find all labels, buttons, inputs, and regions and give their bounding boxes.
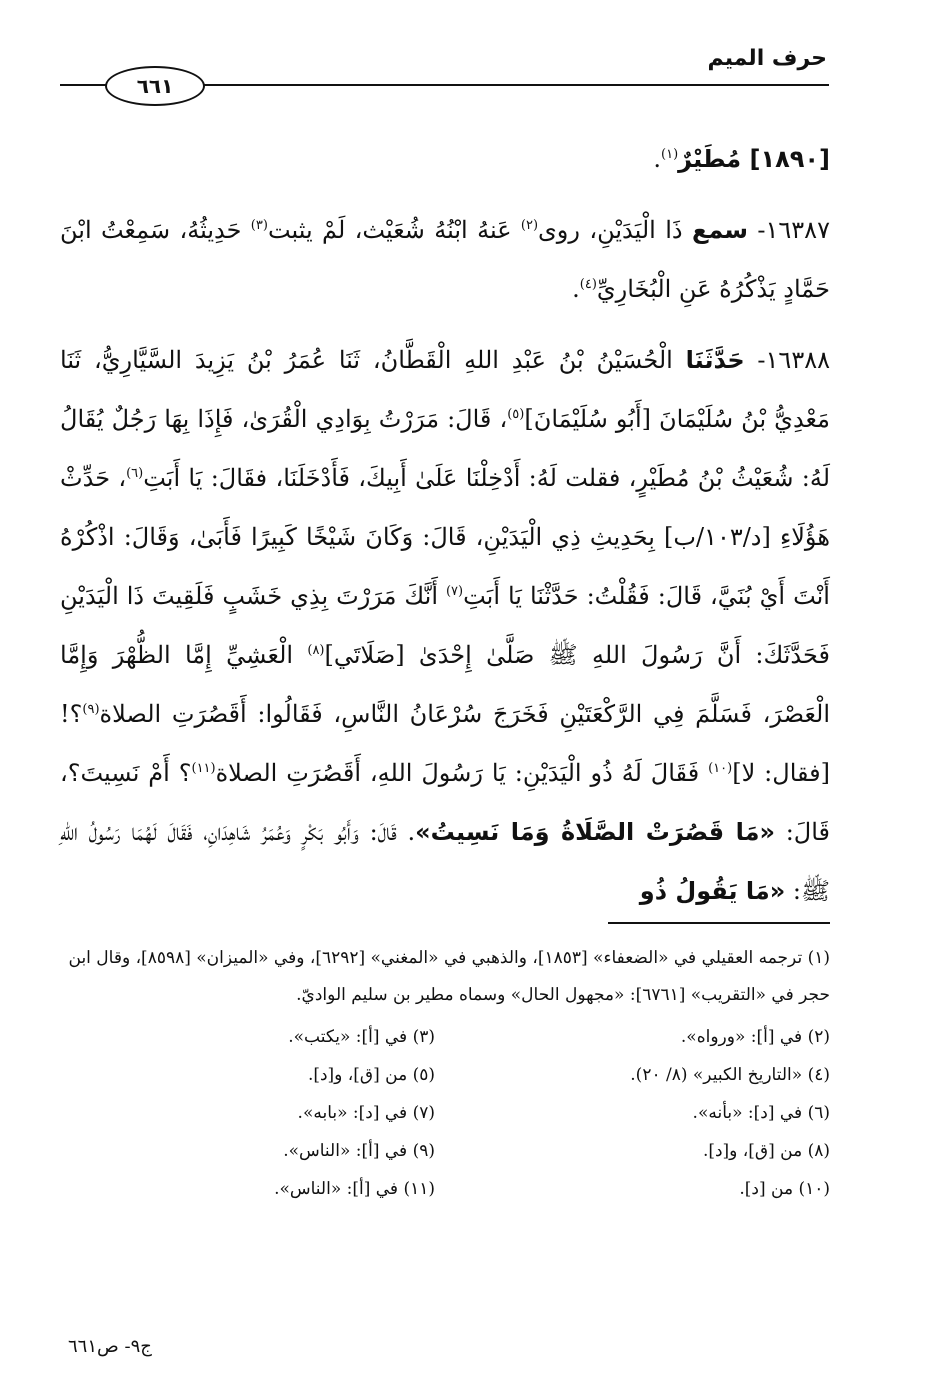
- footnote-3: (٣) في [أ]: «يكتب».: [288, 1027, 435, 1047]
- footnote-ref: (١١): [191, 761, 216, 776]
- footnote-ref: (٨): [307, 643, 325, 658]
- hadith-number: ١٦٣٨٧-: [757, 216, 830, 244]
- prophetic-quote: «مَا قَصُرَتْ الصَّلَاةُ وَمَا نَسِيتُ»: [415, 818, 775, 846]
- hadith-16388: ١٦٣٨٨- حَدَّثَنَا الْحُسَيْنُ بْنُ عَبْدِ اللهِ الْقَطَّانُ، ثَنَا عُمَرُ بْنُ يَزِيدَ السَّيَّارِيُّ، ثَنَا مَعْدِيُّ بْنُ سُلَيْمَانَ [أَبُو سُلَيْمَانَ]$^{(٥)}$، قَالَ: مَرَرْتُ بِوَادِي الْقُرَىٰ، فَإِذَا بِهَا رَجُلٌ يُقَالُ لَهُ: شُعَيْثُ بْنُ مُطَيْرٍ، فقلت لَهُ: أَدْخِلْنَا عَلَىٰ أَبِيكَ، فَأَدْخَلَنَا، فقَالَ: يَا أَبَتِ$^{(٦)}$، حَدِّثْ هَؤُلَاءِ [د/١٠٣/ب] بِحَدِيثِ ذِي الْيَدَيْنِ، قَالَ: وَكَانَ شَيْخًا كَبِيرًا فَأَبَىٰ، وَقَالَ: اذْكُرْهُ أَنْتَ أَيْ بُنَيَّ، قَالَ: فَقُلْتُ: حَدَّثْنَا يَا أَبَتِ$^{(٧)}$ أَنَّكَ مَرَرْتَ بِذِي خَشَبٍ فَلَقِيتَ ذَا الْيَدَيْنِ فَحَدَّثَكَ: أَنَّ رَسُولَ اللهِ ﷺ صَلَّىٰ إِحْدَىٰ [صَلَاتَي]$^{(٨)}$ الْعَشِيِّ إِمَّا الظُّهْرَ وَإِمَّا الْعَصْرَ، فَسَلَّمَ فِي الرَّكْعَتَيْنِ فَخَرَجَ سُرْعَانُ النَّاسِ، فَقَالُوا: أَقَصُرَتِ الصلاة$^{(٩)}$؟! [فقال: لا]$^{(١٠)}$ فَقَالَ لَهُ ذُو الْيَدَيْنِ: يَا رَسُولَ اللهِ، أَقَصُرَتِ الصلاة$^{(١١)}$؟ أَمْ نَسِيتَ؟، قَالَ: «مَا قَصُرَتْ الصَّلَاةُ وَمَا نَسِيتُ». قَالَ: وَأَبُو بَكْرٍ وَعُمَرُ شَاهِدَانِ، فَقَالَ لَهُمَا رَسُولُ اللهِ ﷺ: «مَا يَقُولُ ذُو: [60, 346, 831, 905]
- footnote-grid: [60, 1018, 830, 1208]
- hadith-lead: سمع: [691, 216, 749, 244]
- hadith-number: ١٦٣٨٨-: [757, 346, 830, 374]
- running-title: حرف الميم: [707, 46, 827, 71]
- hadith-lead: حَدَّثَنَا: [685, 346, 745, 374]
- footnote-ref: (٤): [579, 277, 597, 292]
- footnote-ref: (٥): [507, 407, 525, 422]
- footnote-ref: (٧): [445, 584, 464, 599]
- volume-page-footer: ج٩- ص٦٦١: [68, 1336, 152, 1357]
- footnote-6: (٦) في [د]: «بأنه».: [692, 1103, 830, 1123]
- footnote-ref: (٦): [126, 466, 144, 481]
- footnotes: [60, 940, 830, 1208]
- footnote-4: (٤) «التاريخ الكبير» (٨/ ٢٠).: [630, 1065, 830, 1085]
- footnote-8: (٨) من [ق]، و[د].: [702, 1141, 830, 1161]
- footnote-ref: (٩): [82, 702, 100, 717]
- page-number: ٦٦١: [105, 66, 205, 106]
- entry-number: [١٨٩٠]: [749, 145, 830, 173]
- footnote-11: (١١) في [أ]: «الناس».: [274, 1179, 435, 1199]
- footnote-10: (١٠) من [د].: [739, 1179, 830, 1199]
- footnote-ref: (٢): [520, 218, 539, 233]
- prophetic-quote: «مَا يَقُولُ ذُو: [639, 877, 786, 905]
- footnote-ref: (٣): [250, 218, 268, 233]
- main-text: [60, 130, 830, 921]
- footnote-2: (٢) في [أ]: «ورواه».: [680, 1027, 830, 1047]
- footnote-ref: (١٠): [708, 761, 733, 776]
- footnote-7: (٧) في [د]: «بابه».: [297, 1103, 435, 1123]
- footnote-1: (١) ترجمه العقيلي في «الضعفاء» [١٨٥٣]، والذهبي في «المغني» [٦٢٩٢]، وفي «الميزان» [٨٥٩٨]، وقال ابن حجر في «التقريب» [٦٧٦١]: «مجهول الحال» وسماه مطير بن سليم الواديّ.: [68, 948, 830, 1005]
- entry-heading: [١٨٩٠] مُطَيْرٌ$^{(١)}$.: [653, 145, 830, 173]
- footnote-5: (٥) من [ق]، و[د].: [307, 1065, 435, 1085]
- footnote-rule: [608, 922, 830, 924]
- hadith-16387: ١٦٣٨٧- سمع ذَا الْيَدَيْنِ، روى$^{(٢)}$ عَنهُ ابْنُهُ شُعَيْث، لَمْ يثبت$^{(٣)}$ حَدِيثُهُ، سَمِعْتُ ابْنَ حَمَّادٍ يَذْكُرُهُ عَنِ الْبُخَارِيِّ$^{(٤)}$.: [60, 216, 830, 303]
- footnote-ref: (١): [661, 147, 679, 162]
- footnote-9: (٩) في [أ]: «الناس».: [283, 1141, 435, 1161]
- entry-name: مُطَيْرٌ: [678, 145, 742, 173]
